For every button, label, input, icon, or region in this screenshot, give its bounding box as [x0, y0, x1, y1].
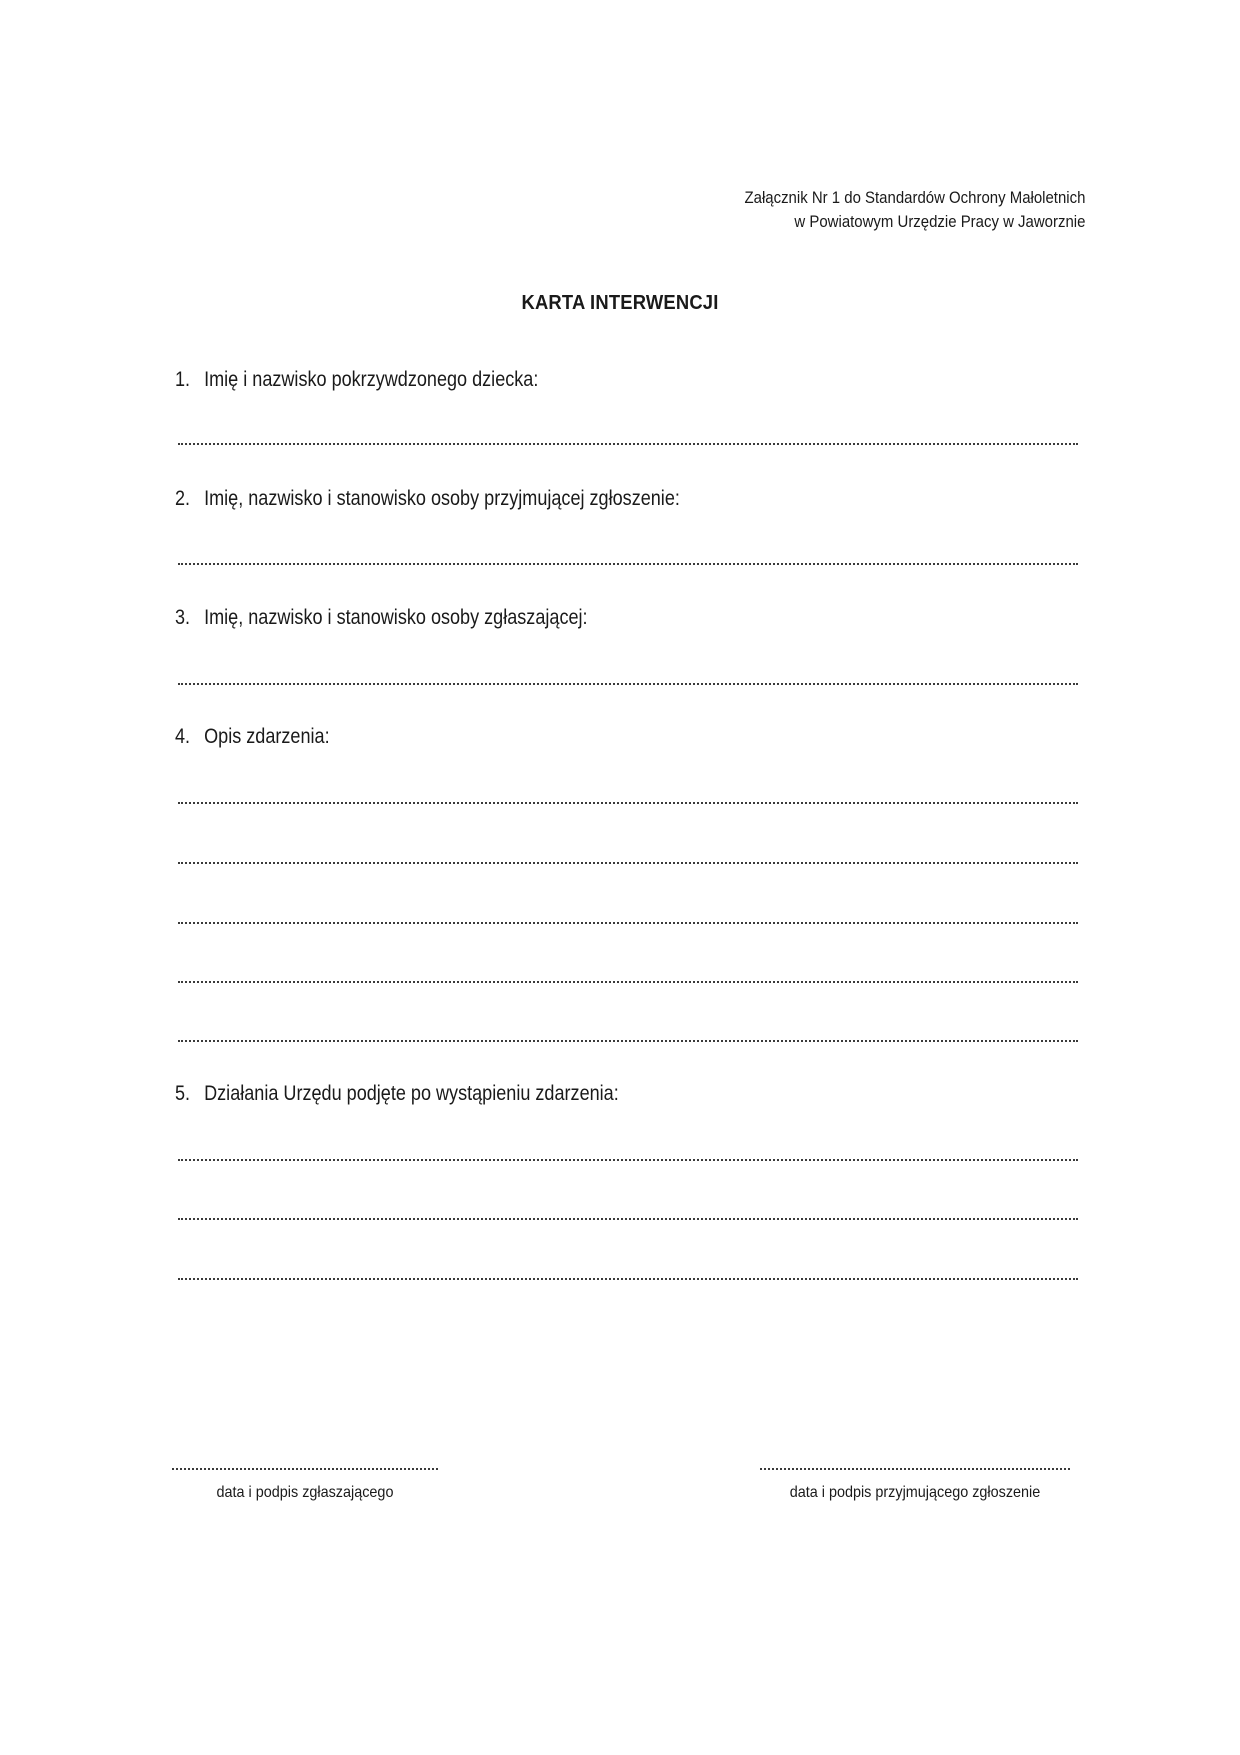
question-number: 3.: [175, 606, 191, 629]
question-2: [175, 487, 680, 511]
signature-receiver: [760, 1468, 1070, 1502]
answer-line-4a[interactable]: [178, 802, 1078, 804]
document-title: KARTA INTERWENCJI: [521, 292, 719, 314]
signature-reporter: [172, 1468, 438, 1502]
answer-line-4d[interactable]: [178, 981, 1078, 983]
answer-line-5b[interactable]: [178, 1218, 1078, 1220]
question-label: Imię, nazwisko i stanowisko osoby przyjmującej zgłoszenie:: [204, 487, 680, 510]
signature-line-reporter[interactable]: [172, 1468, 438, 1470]
question-1: [175, 368, 538, 392]
question-5: [175, 1082, 619, 1106]
answer-line-2[interactable]: [178, 563, 1078, 565]
question-number: 4.: [175, 725, 191, 748]
question-4: [175, 725, 330, 749]
question-3: [175, 606, 588, 630]
question-label: Opis zdarzenia:: [204, 725, 330, 748]
question-number: 1.: [175, 368, 191, 391]
question-number: 2.: [175, 487, 191, 510]
answer-line-5a[interactable]: [178, 1159, 1078, 1161]
question-number: 5.: [175, 1082, 191, 1105]
annex-note: [744, 186, 1085, 234]
answer-line-3[interactable]: [178, 683, 1078, 685]
question-label: Imię, nazwisko i stanowisko osoby zgłaszającej:: [204, 606, 588, 629]
answer-line-4b[interactable]: [178, 862, 1078, 864]
answer-line-1[interactable]: [178, 443, 1078, 445]
answer-line-5c[interactable]: [178, 1278, 1078, 1280]
question-label: Działania Urzędu podjęte po wystąpieniu zdarzenia:: [204, 1082, 619, 1105]
answer-line-4c[interactable]: [178, 922, 1078, 924]
answer-line-4e[interactable]: [178, 1040, 1078, 1042]
annex-line-1: Załącznik Nr 1 do Standardów Ochrony Małoletnich: [744, 188, 1085, 207]
signature-line-receiver[interactable]: [760, 1468, 1070, 1470]
signature-label-reporter: data i podpis zgłaszającego: [216, 1484, 394, 1501]
annex-line-2: w Powiatowym Urzędzie Pracy w Jaworznie: [794, 212, 1085, 231]
signature-label-receiver: data i podpis przyjmującego zgłoszenie: [789, 1484, 1041, 1501]
question-label: Imię i nazwisko pokrzywdzonego dziecka:: [204, 368, 539, 391]
